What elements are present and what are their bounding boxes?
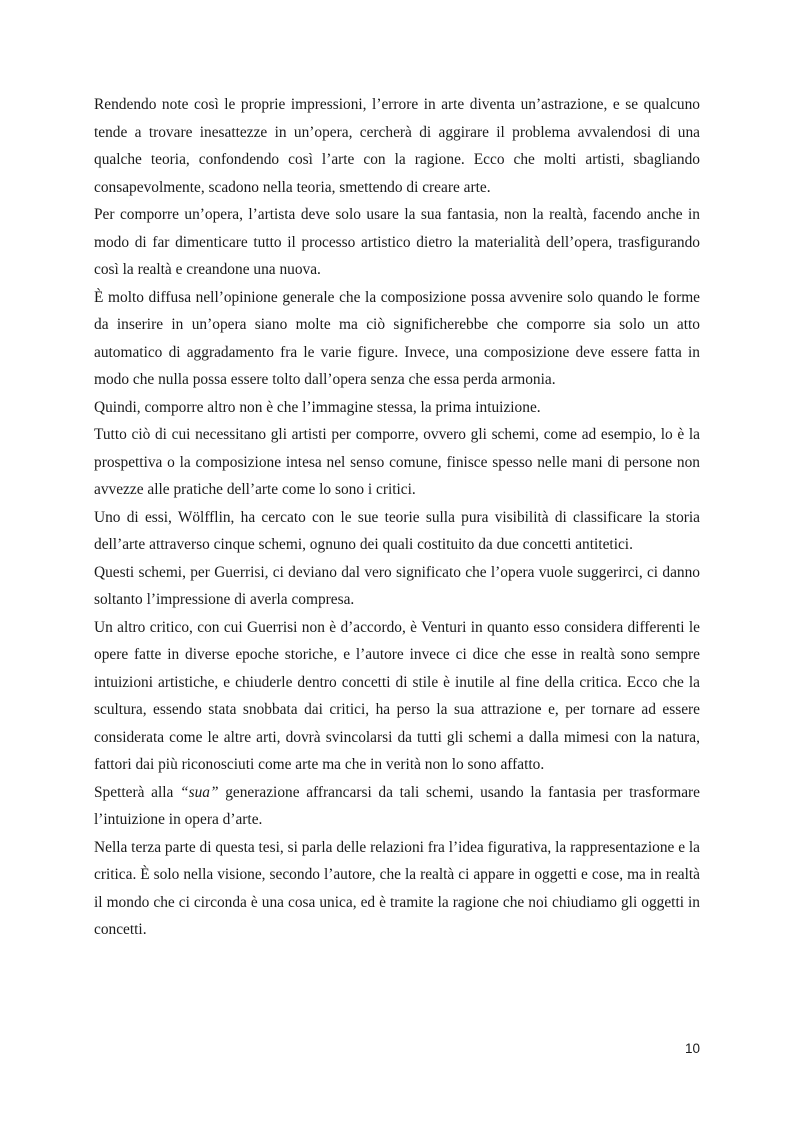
paragraph-3: È molto diffusa nell’opinione generale che la composizione possa avvenire solo quando le forme da inserire in un’opera siano molte ma ciò significherebbe che comporre sia solo un atto automatico di aggradamento fra le varie figure. Invece, una composizione deve essere fatta in modo che nulla possa essere tolto dall’opera senza che essa perda armonia. <box>94 288 700 388</box>
paragraph-9-after: generazione affrancarsi da tali schemi, usando la fantasia per trasformare l’intuizione in opera d’arte. <box>94 783 700 828</box>
paragraph-9 <box>94 779 700 834</box>
paragraph-5: Tutto ciò di cui necessitano gli artisti per comporre, ovvero gli schemi, come ad esempio, lo è la prospettiva o la composizione intesa nel senso comune, finisce spesso nelle mani di persone non avvezze alle pratiche dell’arte come lo sono i critici. <box>94 426 700 498</box>
paragraph-9-italic: “sua” <box>180 783 219 801</box>
page-body <box>94 91 700 944</box>
paragraph-7: Questi schemi, per Guerrisi, ci deviano dal vero significato che l’opera vuole suggerirci, ci danno soltanto l’impressione di averla compresa. <box>94 563 700 608</box>
paragraph-10: Nella terza parte di questa tesi, si parla delle relazioni fra l’idea figurativa, la rappresentazione e la critica. È solo nella visione, secondo l’autore, che la realtà ci appare in oggetti e cose, ma in realtà il mondo che ci circonda è una cosa unica, ed è tramite la ragione che noi chiudiamo gli oggetti in concetti. <box>94 838 700 938</box>
paragraph-6: Uno di essi, Wölfflin, ha cercato con le sue teorie sulla pura visibilità di classificare la storia dell’arte attraverso cinque schemi, ognuno dei quali costituito da due concetti antitetici. <box>94 508 700 553</box>
paragraph-2: Per comporre un’opera, l’artista deve solo usare la sua fantasia, non la realtà, facendo anche in modo di far dimenticare tutto il processo artistico dietro la materialità dell’opera, trasfigurando così la realtà e creandone una nuova. <box>94 206 700 278</box>
paragraph-8: Un altro critico, con cui Guerrisi non è d’accordo, è Venturi in quanto esso considera differenti le opere fatte in diverse epoche storiche, e l’autore invece ci dice che esse in realtà sono sempre intuizioni artistiche, e chiuderle dentro concetti di stile è inutile al fine della critica. Ecco che la scultura, essendo stata snobbata dai critici, ha perso la sua attrazione e, per tornare ad essere considerata come le altre arti, dovrà svincolarsi da tutti gli schemi a dalla mimesi con la natura, fattori dai più riconosciuti come arte ma che in verità non lo sono affatto. <box>94 618 700 773</box>
paragraph-9-before: Spetterà alla <box>94 783 181 801</box>
paragraph-1: Rendendo note così le proprie impressioni, l’errore in arte diventa un’astrazione, e se qualcuno tende a trovare inesattezze in un’opera, cercherà di aggirare il problema avvalendosi di una qualche teoria, confondendo così l’arte con la ragione. Ecco che molti artisti, sbagliando consapevolmente, scadono nella teoria, smettendo di creare arte. <box>94 96 700 196</box>
page-number: 10 <box>684 1041 700 1056</box>
paragraph-4: Quindi, comporre altro non è che l’immagine stessa, la prima intuizione. <box>94 398 541 416</box>
